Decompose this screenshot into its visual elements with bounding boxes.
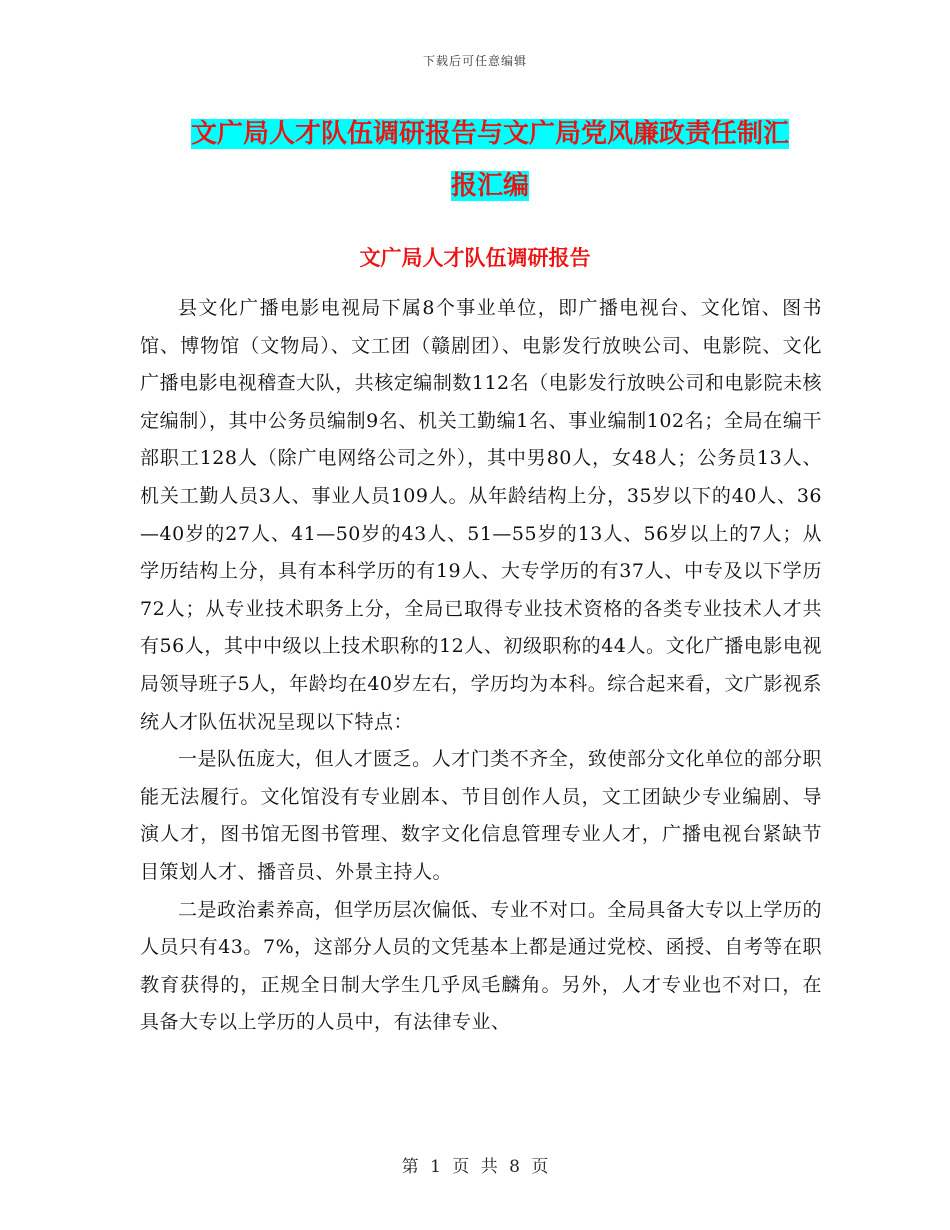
page-header-note: 下载后可任意编辑 bbox=[422, 54, 527, 68]
paragraph-2: 一是队伍庞大，但人才匮乏。人才门类不齐全，致使部分文化单位的部分职能无法履行。文化馆没有专业剧本、节目创作人员，文工团缺少专业编剧、导演人才，图书馆无图书管理、数字文化信息管理专业人才，广播电视台紧缺节目策划人才、播音员、外景主持人。 bbox=[140, 748, 822, 883]
page-number: 第 1 页 共 8 页 bbox=[401, 1157, 549, 1177]
document-title bbox=[140, 108, 840, 212]
document-title-line-1: 文广局人才队伍调研报告与文广局党风廉政责任制汇 bbox=[190, 119, 789, 149]
paragraph-1: 县文化广播电影电视局下属8个事业单位，即广播电视台、文化馆、图书馆、博物馆（文物局）、文工团（赣剧团）、电影发行放映公司、电影院、文化广播电影电视稽查大队，共核定编制数112名（电影发行放映公司和电影院未核定编制），其中公务员编制9名、机关工勤编1名、事业编制102名；全局在编干部职工128人（除广电网络公司之外），其中男80人，女48人；公务员13人、机关工勤人员3人、事业人员109人。从年龄结构上分，35岁以下的40人、36—40岁的27人、41—50岁的43人、51—55岁的13人、56岁以上的7人；从学历结构上分，具有本科学历的有19人、大专学历的有37人、中专及以下学历72人；从专业技术职务上分，全局已取得专业技术资格的各类专业技术人才共有56人，其中中级以上技术职称的12人、初级职称的44人。文化广播电影电视局领导班子5人，年龄均在40岁左右，学历均为本科。综合起来看，文广影视系统人才队伍状况呈现以下特点： bbox=[140, 297, 822, 733]
section-title: 文广局人才队伍调研报告 bbox=[359, 246, 591, 270]
paragraph-3: 二是政治素养高，但学历层次偏低、专业不对口。全局具备大专以上学历的人员只有43。7%，这部分人员的文凭基本上都是通过党校、函授、自考等在职教育获得的，正规全日制大学生几乎凤毛麟角。另外，人才专业也不对口，在具备大专以上学历的人员中，有法律专业、 bbox=[140, 898, 822, 1034]
document-title-line-2: 报汇编 bbox=[450, 171, 529, 201]
document-body bbox=[140, 290, 822, 1042]
